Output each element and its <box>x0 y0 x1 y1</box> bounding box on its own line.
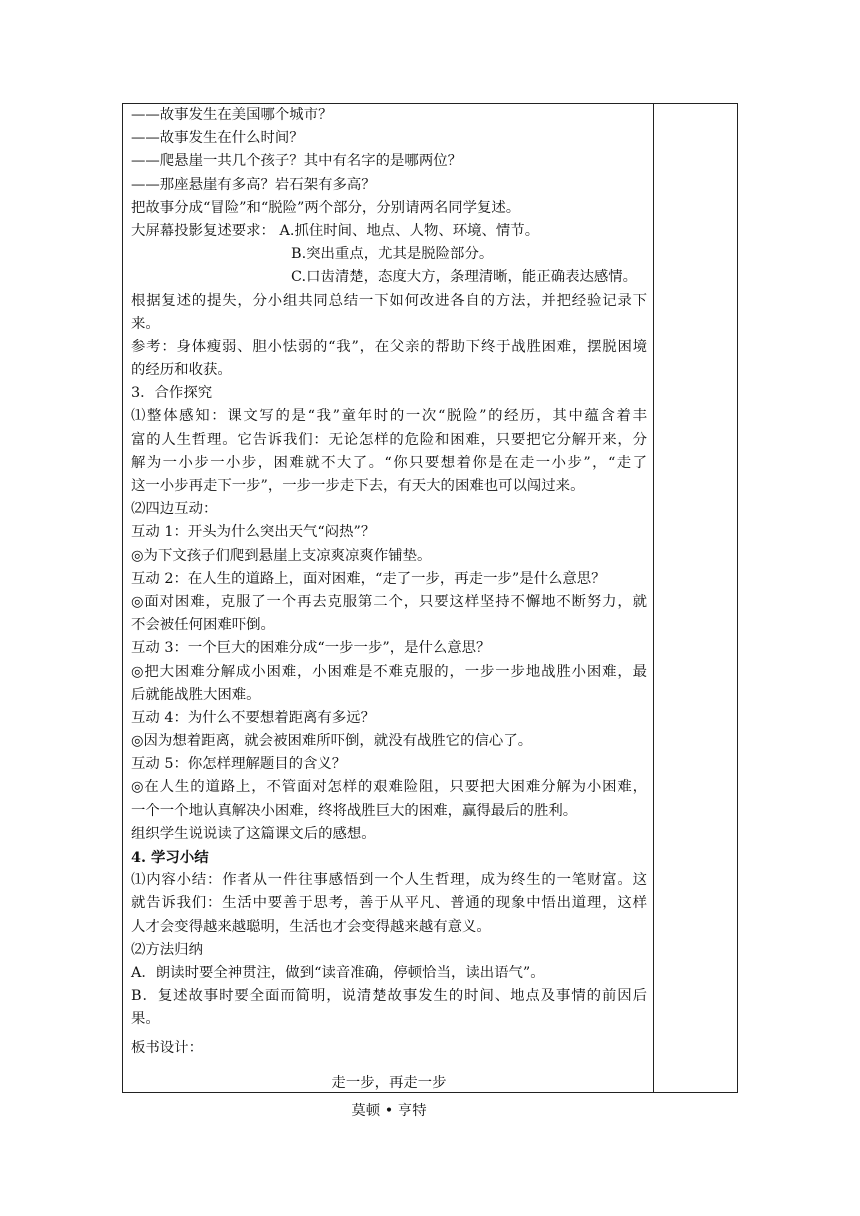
blackboard-title: 走一步，再走一步 <box>331 1074 447 1091</box>
question-city: ——故事发生在美国哪个城市？ <box>131 107 333 123</box>
interaction-3-question: 互动 3：一个巨大的困难分成“一步一步”，是什么意思？ <box>131 640 491 657</box>
interaction-5-answer: 一个一个地认真解决小困难，终将战胜巨大的困难，赢得最后的胜利。 <box>131 802 578 819</box>
question-children: ——爬悬崖一共几个孩子？其中有名字的是哪两位？ <box>131 153 462 170</box>
interaction-2-answer: 不会被任何困难吓倒。 <box>131 617 275 634</box>
feelings-instruction: 组织学生说说读了这篇课文后的感想。 <box>131 825 376 842</box>
retell-requirement-c: C.口齿清楚，态度大方，条理清晰，能正确表达感情。 <box>291 269 638 286</box>
interaction-3-answer: ◎把大困难分解成小困难，小困难是不难克服的，一步一步地战胜小困难，最 <box>131 663 647 680</box>
content-summary: ⑴内容小结：作者从一件往事感悟到一个人生哲理，成为终生的一笔财富。这 <box>131 872 647 889</box>
lesson-table <box>122 103 738 1119</box>
overall-perception: 这一小步再走下一步”，一步一步走下去，有天大的困难也可以闯过来。 <box>131 478 585 494</box>
retell-requirement-b: B.突出重点，尤其是脱险部分。 <box>291 246 494 263</box>
interaction-5-question: 互动 5：你怎样理解题目的含义？ <box>131 756 347 773</box>
question-time: ——故事发生在什么时间？ <box>131 130 304 147</box>
section-heading-3: 3．合作探究 <box>131 385 213 402</box>
blackboard-author: 莫顿 • 亨特 <box>351 1102 427 1119</box>
overall-perception: 富的人生哲理。它告诉我们：无论怎样的危险和困难，只要把它分解开来，分 <box>131 431 647 448</box>
interaction-3-answer: 后就能战胜大困难。 <box>131 686 261 703</box>
retell-requirement-a: 大屏幕投影复述要求： A.抓住时间、地点、人物、环境、情节。 <box>131 222 540 239</box>
method-b: B．复述故事时要全面而简明，说清楚故事发生的时间、地点及事情的前因后 <box>131 988 647 1005</box>
blackboard-design-label: 板书设计： <box>131 1039 203 1056</box>
interaction-1-question: 互动 1：开头为什么突出天气“闷热”？ <box>131 524 376 541</box>
content-summary: 人才会变得越来越聪明，生活也才会变得越来越有意义。 <box>131 918 491 935</box>
interaction-1-answer: ◎为下文孩子们爬到悬崖上支凉爽凉爽作铺垫。 <box>131 547 432 564</box>
method-heading: ⑵方法归纳 <box>131 941 203 958</box>
reference-paragraph: 的经历和收获。 <box>131 362 232 379</box>
section-heading-4: 4. 学习小结 <box>131 849 209 866</box>
method-a: A．朗读时要全神贯注，做到“读音准确，停顿恰当，读出语气”。 <box>131 964 545 981</box>
reference-paragraph: 参考：身体瘦弱、胆小怯弱的“我”，在父亲的帮助下终于战胜困难，摆脱困境 <box>131 338 647 355</box>
interaction-heading: ⑵四边互动： <box>131 501 218 518</box>
interaction-4-question: 互动 4：为什么不要想着距离有多远？ <box>131 709 375 726</box>
summary-paragraph: 根据复述的提失，分小组共同总结一下如何改进各自的方法，并把经验记录下 <box>131 292 647 309</box>
retell-instruction: 把故事分成“冒险”和“脱险”两个部分，分别请两名同学复述。 <box>131 199 521 216</box>
notes-cell <box>654 104 737 1092</box>
interaction-5-answer: ◎在人生的道路上，不管面对怎样的艰难险阻，只要把大困难分解为小困难， <box>131 779 647 796</box>
interaction-4-answer: ◎因为想着距离，就会被困难所吓倒，就没有战胜它的信心了。 <box>131 733 533 750</box>
question-height: ——那座悬崖有多高？岩石架有多高？ <box>131 176 376 193</box>
method-b: 果。 <box>131 1011 160 1028</box>
content-summary: 就告诉我们：生活中要善于思考，善于从平凡、普通的现象中悟出道理，这样 <box>131 895 647 912</box>
lesson-content-cell <box>123 104 653 1123</box>
interaction-2-answer: ◎面对困难，克服了一个再去克服第二个，只要这样坚持不懈地不断努力，就 <box>131 593 647 610</box>
summary-paragraph: 来。 <box>131 315 160 332</box>
overall-perception: ⑴整体感知：课文写的是“我”童年时的一次“脱险”的经历，其中蕴含着丰 <box>131 408 647 425</box>
overall-perception: 解为一小步一小步，困难就不大了。“你只要想着你是在走一小步”，“走了 <box>131 454 647 471</box>
interaction-2-question: 互动 2：在人生的道路上，面对困难，“走了一步，再走一步”是什么意思？ <box>131 570 606 587</box>
